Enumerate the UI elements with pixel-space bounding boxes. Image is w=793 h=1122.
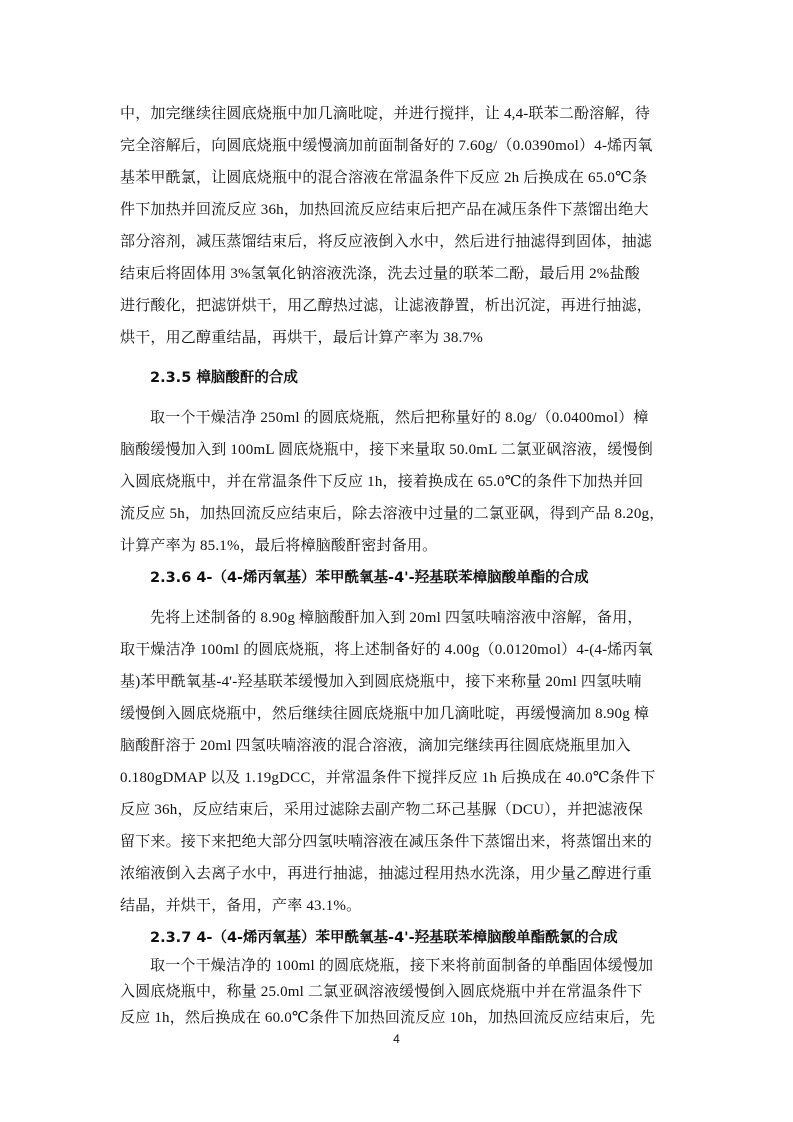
- paragraph-line: 取干燥洁净 100ml 的圆底烧瓶，将上述制备好的 4.00g（0.0120mol）4-(4-烯丙氧: [120, 642, 653, 658]
- paragraph-line: 完全溶解后，向圆底烧瓶中缓慢滴加前面制备好的 7.60g/（0.0390mol）4-烯丙氧: [120, 138, 653, 154]
- paragraph-line: 计算产率为 85.1%，最后将樟脑酸酐密封备用。: [120, 538, 438, 554]
- paragraph-line: 缓慢倒入圆底烧瓶中，然后继续往圆底烧瓶中加几滴吡啶，再缓慢滴加 8.90g 樟: [120, 706, 650, 722]
- section-heading-2-3-7: 2.3.7 4-（4-烯丙氧基）苯甲酰氧基-4'-羟基联苯樟脑酸单酯酰氯的合成: [150, 930, 618, 946]
- paragraph-line: 入圆底烧瓶中，称量 25.0ml 二氯亚砜溶液缓慢倒入圆底烧瓶中并在常温条件下: [120, 984, 643, 1000]
- paragraph-line: 部分溶剂，减压蒸馏结束后，将反应液倒入水中，然后进行抽滤得到固体，抽滤: [120, 234, 653, 250]
- paragraph-line: 浓缩液倒入去离子水中，再进行抽滤，抽滤过程用热水洗涤，用少量乙醇进行重: [120, 866, 653, 882]
- paragraph-line: 先将上述制备的 8.90g 樟脑酸酐加入到 20ml 四氢呋喃溶液中溶解，备用，: [150, 610, 643, 626]
- paragraph-line: 脑酸缓慢加入到 100mL 圆底烧瓶中，接下来量取 50.0mL 二氯亚砜溶液，缓慢倒: [120, 442, 653, 458]
- paragraph-line: 基苯甲酰氯，让圆底烧瓶中的混合溶液在常温条件下反应 2h 后换成在 65.0℃条: [120, 170, 648, 186]
- paragraph-line: 反应 1h，然后换成在 60.0℃条件下加热回流反应 10h，加热回流反应结束后，先: [120, 1010, 656, 1026]
- paragraph-line: 留下来。接下来把绝大部分四氢呋喃溶液在减压条件下蒸馏出来，将蒸馏出来的: [120, 834, 653, 850]
- paragraph-line: 入圆底烧瓶中，并在常温条件下反应 1h，接着换成在 65.0℃的条件下加热并回: [120, 474, 644, 490]
- paragraph-line: 取一个干燥洁净的 100ml 的圆底烧瓶，接下来将前面制备的单酯固体缓慢加: [150, 958, 654, 974]
- paragraph-line: 反应 36h，反应结束后，采用过滤除去副产物二环己基脲（DCU），并把滤液保: [120, 802, 644, 818]
- paragraph-line: 中，加完继续往圆底烧瓶中加几滴吡啶，并进行搅拌，让 4,4-联苯二酚溶解，待: [120, 106, 651, 122]
- page-number: 4: [393, 1032, 400, 1046]
- paragraph-line: 结束后将固体用 3%氢氧化钠溶液洗涤，洗去过量的联苯二酚，最后用 2%盐酸: [120, 266, 640, 282]
- paragraph-line: 进行酸化，把滤饼烘干，用乙醇热过滤，让滤液静置，析出沉淀，再进行抽滤，: [120, 298, 653, 314]
- paragraph-line: 结晶，并烘干，备用，产率 43.1%。: [120, 898, 362, 914]
- paragraph-line: 件下加热并回流反应 36h，加热回流反应结束后把产品在减压条件下蒸馏出绝大: [120, 202, 649, 218]
- paragraph-line: 基)苯甲酰氧基-4'-羟基联苯缓慢加入到圆底烧瓶中，接下来称量 20ml 四氢呋喃: [120, 674, 642, 690]
- paragraph-line: 流反应 5h，加热回流反应结束后，除去溶液中过量的二氯亚砜，得到产品 8.20g，: [120, 506, 665, 522]
- section-heading-2-3-5: 2.3.5 樟脑酸酐的合成: [150, 370, 298, 386]
- paragraph-line: 取一个干燥洁净 250ml 的圆底烧瓶，然后把称量好的 8.0g/（0.0400mol）樟: [150, 410, 649, 426]
- paragraph-line: 0.180gDMAP 以及 1.19gDCC，并常温条件下搅拌反应 1h 后换成在 40.0℃条件下: [120, 770, 656, 786]
- section-heading-2-3-6: 2.3.6 4-（4-烯丙氧基）苯甲酰氧基-4'-羟基联苯樟脑酸单酯的合成: [150, 570, 589, 586]
- paragraph-line: 脑酸酐溶于 20ml 四氢呋喃溶液的混合溶液，滴加完继续再往圆底烧瓶里加入: [120, 738, 631, 754]
- paragraph-line: 烘干，用乙醇重结晶，再烘干，最后计算产率为 38.7%: [120, 330, 483, 346]
